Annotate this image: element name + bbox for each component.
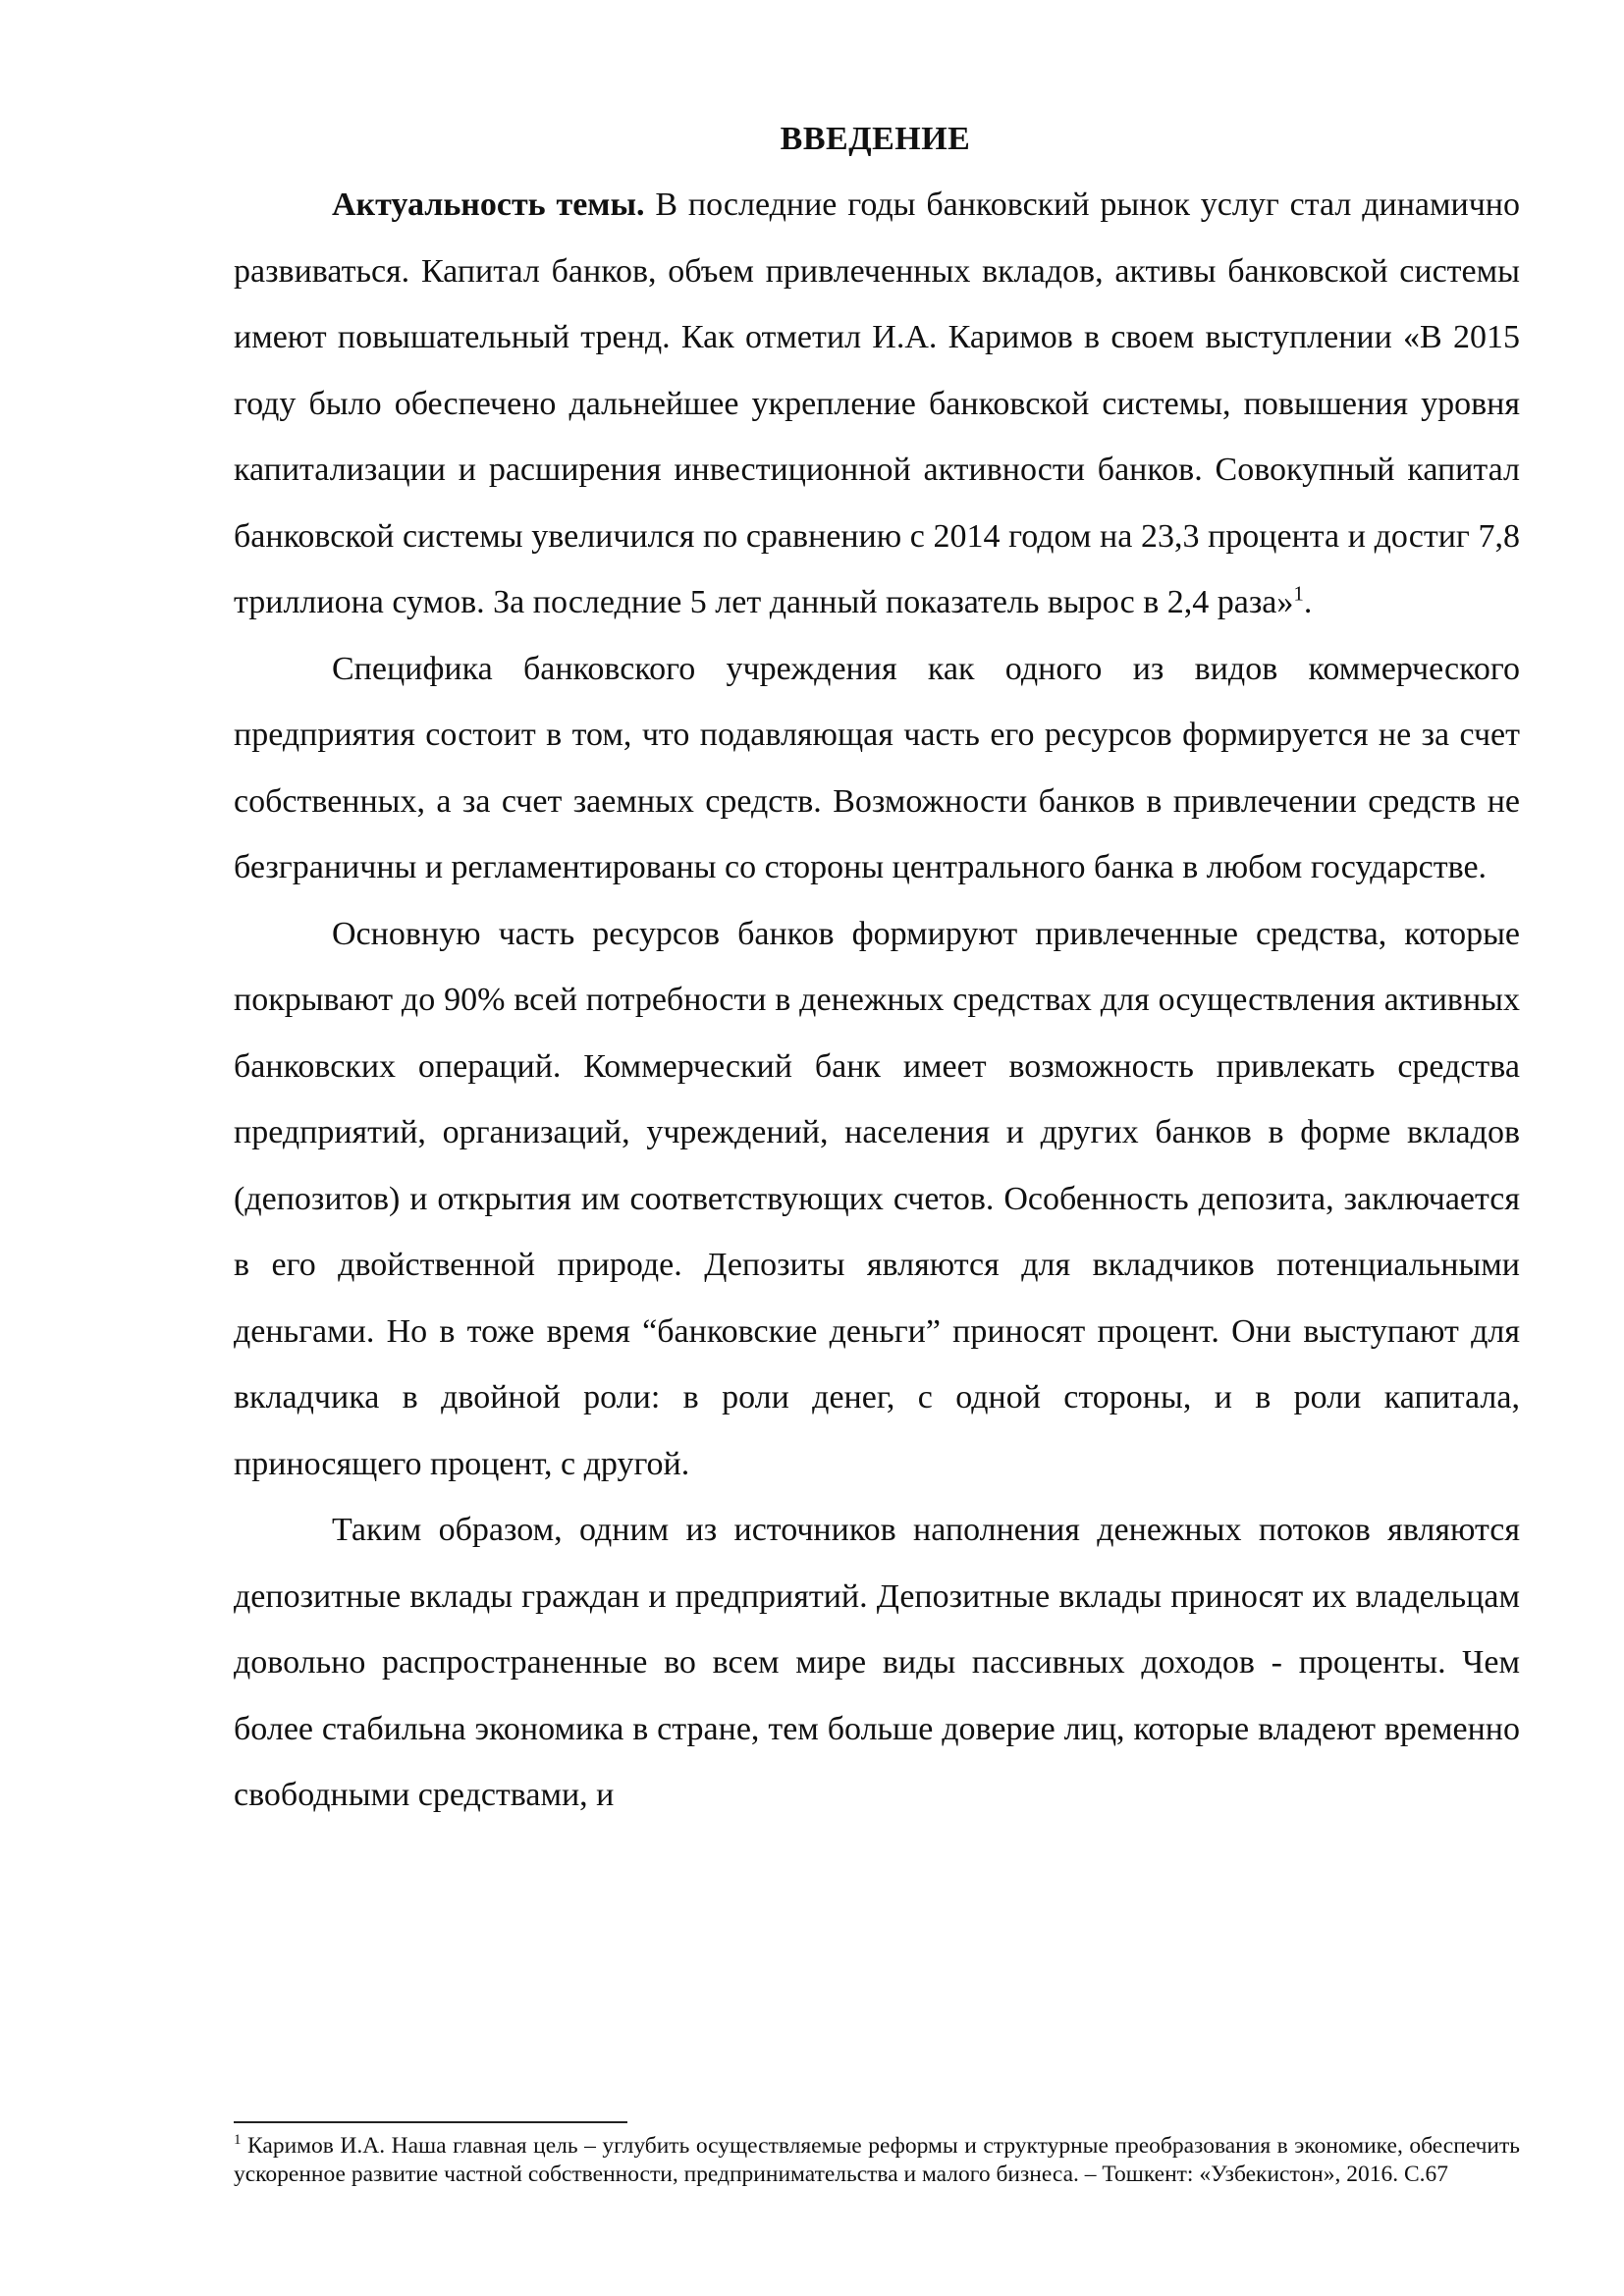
paragraph-text-end: . [1303,584,1313,620]
paragraph-bold-lead: Актуальность темы. [332,187,645,223]
paragraph-specifics: Специфика банковского учреждения как одного из видов коммерческого предприятия состоит в том, что подавляющая часть его ресурсов формируется не за счет собственных, а за счет заемных средств. Возможности банков в привлечении средств не безграничны и регламентированы со стороны центрального банка в любом государстве. [234,650,1520,885]
body-text [234,172,1520,1829]
paragraph-deposits: Таким образом, одним из источников наполнения денежных потоков являются депозитные вклады граждан и предприятий. Депозитные вклады приносят их владельцам довольно распространенные во всем мире виды пассивных доходов - проценты. Чем более стабильна экономика в стране, тем больше доверие лиц, которые владеют временно свободными средствами, и [234,1512,1520,1813]
page-title: ВВЕДЕНИЕ [780,121,971,157]
footnote-text: Каримов И.А. Наша главная цель – углубить осуществляемые реформы и структурные преобразования в экономике, обеспечить ускоренное развитие частной собственности, предпринимательства и малого бизнеса. – Тошкент: «Узбекистон», 2016. С.67 [234,2133,1520,2187]
paragraph-text: В последние годы банковский рынок услуг стал динамично развиваться. Капитал банков, объем привлеченных вкладов, активы банковской системы имеют повышательный тренд. Как отметил И.А. Каримов в своем выступлении «В 2015 году было обеспечено дальнейшее укрепление банковской системы, повышения уровня капитализации и расширения инвестиционной активности банков. Совокупный капитал банковской системы увеличился по сравнению с 2014 годом на 23,3 процента и достиг 7,8 триллиона сумов. За последние 5 лет данный показатель вырос в 2,4 раза» [234,187,1520,620]
paragraph-relevance [234,172,1520,636]
footnote-reference: 1 [1293,581,1304,606]
footnote-mark: 1 [234,2132,242,2149]
footnote-divider [234,2121,627,2123]
paragraph-resources: Основную часть ресурсов банков формируют привлеченные средства, которые покрывают до 90% всей потребности в денежных средствах для осуществления активных банковских операций. Коммерческий банк имеет возможность привлекать средства предприятий, организаций, учреждений, населения и других банков в форме вкладов (депозитов) и открытия им соответствующих счетов. Особенность депозита, заключается в его двойственной природе. Депозиты являются для вкладчиков потенциальными деньгами. Но в тоже время “банковские деньги” приносят процент. Они выступают для вкладчика в двойной роли: в роли денег, с одной стороны, и в роли капитала, приносящего процент, с другой. [234,915,1520,1482]
footnote [234,2132,1520,2189]
